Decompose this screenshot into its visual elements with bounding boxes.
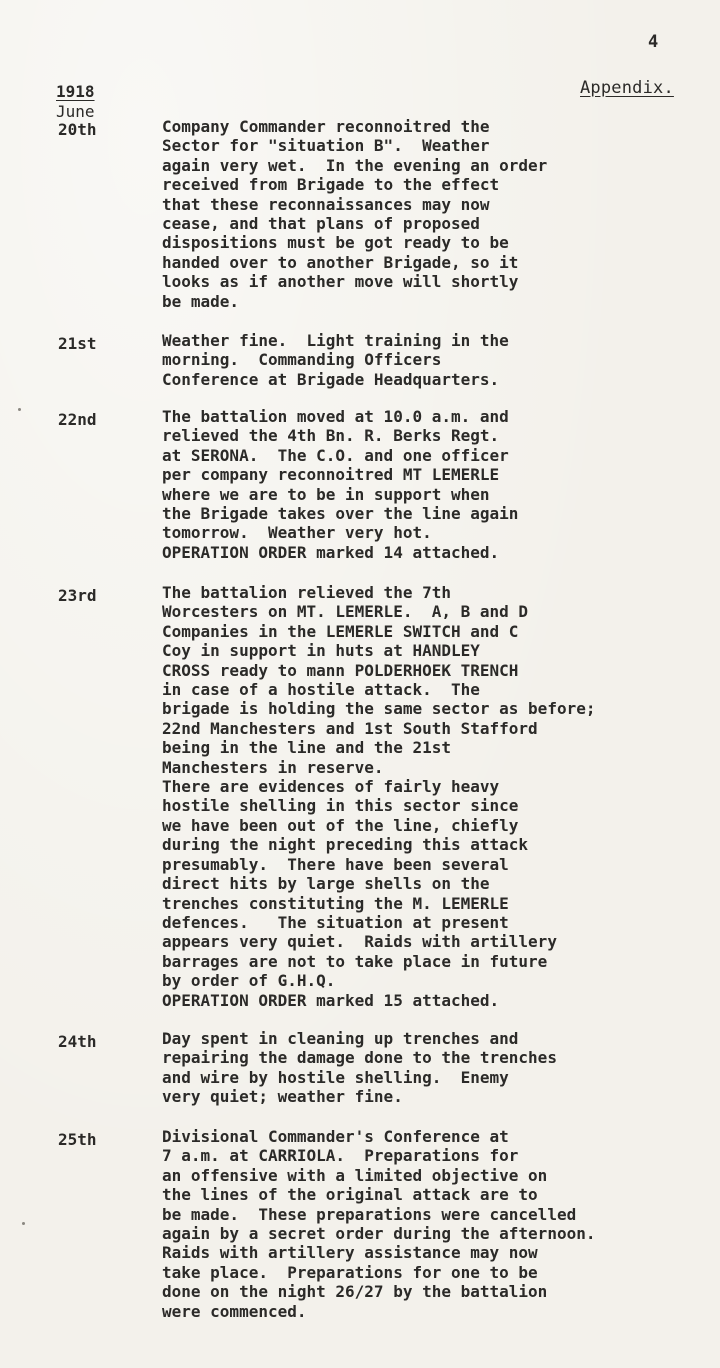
entry-text-21st: Weather fine. Light training in the morning. Commanding Officers Conference at Brigade Headquarters. <box>162 331 509 389</box>
paper-speck <box>22 1222 25 1225</box>
entry-text-22nd: The battalion moved at 10.0 a.m. and relieved the 4th Bn. R. Berks Regt. at SERONA. The C.O. and one officer per company reconnoitred MT LEMERLE where we are to be in support when the Brigade takes over the line again tomorrow. Weather very hot. OPERATION ORDER marked 14 attached. <box>162 407 519 562</box>
entry-date-23rd: 23rd <box>58 586 97 605</box>
entry-date-21st: 21st <box>58 334 97 353</box>
entry-text-24th: Day spent in cleaning up trenches and repairing the damage done to the trenches and wire by hostile shelling. Enemy very quiet; weather fine. <box>162 1029 557 1107</box>
entry-date-22nd: 22nd <box>58 410 97 429</box>
entry-date-25th: 25th <box>58 1130 97 1149</box>
appendix-label: Appendix. <box>580 78 674 98</box>
entry-text-25th: Divisional Commander's Conference at 7 a.m. at CARRIOLA. Preparations for an offensive with a limited objective on the lines of the original attack are to be made. These preparations were cancelled again by a secret order during the afternoon. Raids with artillery assistance may now take place. Preparations for one to be done on the night 26/27 by the battalion were commenced. <box>162 1127 596 1321</box>
month-heading: June <box>56 102 95 121</box>
page-number: 4 <box>648 32 659 52</box>
entry-text-23rd: The battalion relieved the 7th Worcesters on MT. LEMERLE. A, B and D Companies in the LEMERLE SWITCH and C Coy in support in huts at HANDLEY CROSS ready to mann POLDERHOEK TRENCH in case of a hostile attack. The brigade is holding the same sector as before; 22nd Manchesters and 1st South Stafford being in the line and the 21st Manchesters in reserve. There are evidences of fairly heavy hostile shelling in this sector since we have been out of the line, chiefly during the night preceding this attack presumably. There have been several direct hits by large shells on the trenches constituting the M. LEMERLE defences. The situation at present appears very quiet. Raids with artillery barrages are not to take place in future by order of G.H.Q. OPERATION ORDER marked 15 attached. <box>162 583 596 1010</box>
entry-date-20th: 20th <box>58 120 97 139</box>
year-heading: 1918 <box>56 82 95 101</box>
entry-text-20th: Company Commander reconnoitred the Sector for "situation B". Weather again very wet. In the evening an order received from Brigade to the effect that these reconnaissances may now cease, and that plans of proposed dispositions must be got ready to be handed over to another Brigade, so it looks as if another move will shortly be made. <box>162 117 548 311</box>
paper-speck <box>18 408 21 411</box>
entry-date-24th: 24th <box>58 1032 97 1051</box>
